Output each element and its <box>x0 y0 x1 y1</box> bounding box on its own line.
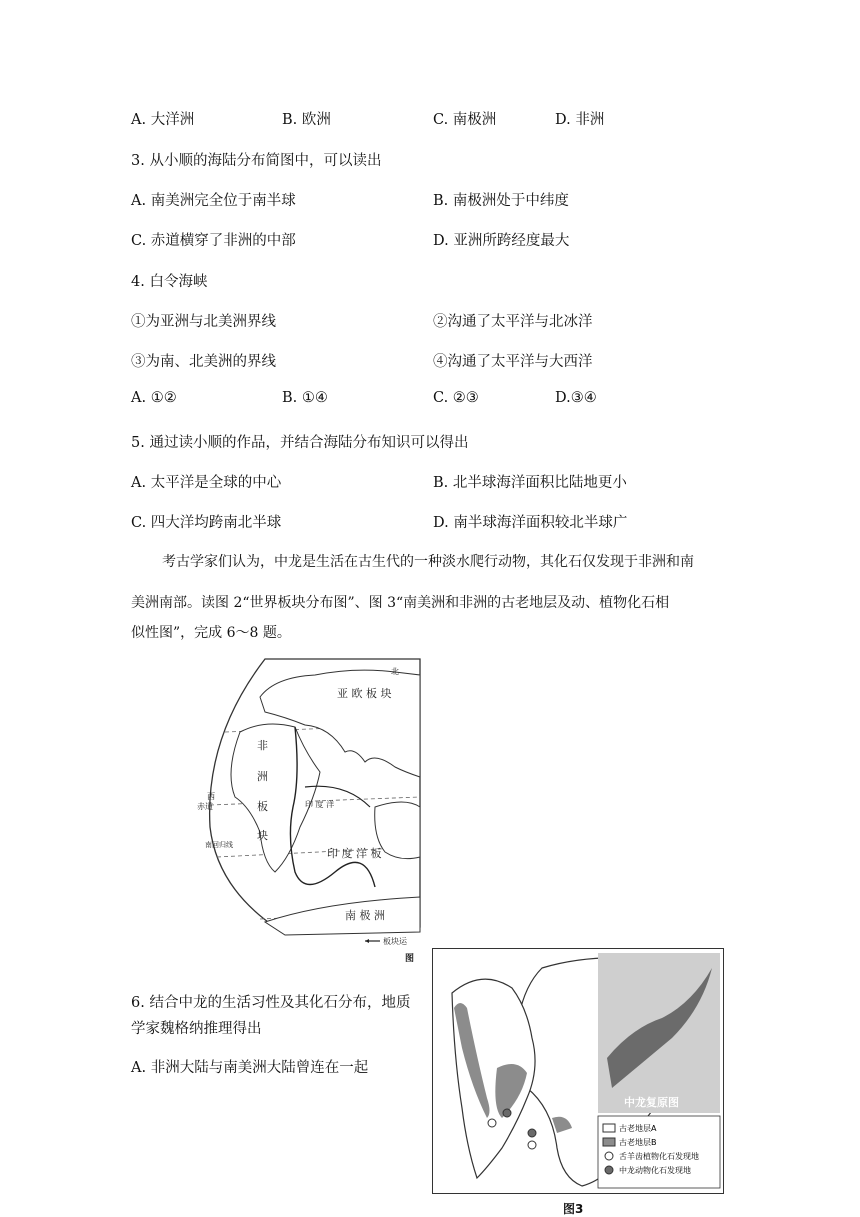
q5-option-c: C. 四大洋均跨南北半球 <box>131 515 282 531</box>
q6-stem-line-1: 6. 结合中龙的生活习性及其化石分布，地质 <box>131 995 411 1011</box>
label-antarctic: 南 极 洲 <box>345 909 385 922</box>
label-indian-ocean-small: 印 度 洋 <box>305 800 335 809</box>
q4-stem: 4. 白令海峡 <box>131 274 208 290</box>
q5-option-b: B. 北半球海洋面积比陆地更小 <box>433 475 627 491</box>
label-tropic: 南回归线 <box>205 841 233 849</box>
q6-stem-line-2: 学家魏格纳推理得出 <box>131 1021 262 1037</box>
q4-option-d: D.③④ <box>555 390 597 406</box>
plant-fossil-marker <box>488 1119 496 1127</box>
q6-option-a: A. 非洲大陆与南美洲大陆曾连在一起 <box>131 1060 369 1076</box>
label-africa-4: 块 <box>257 829 268 842</box>
passage-line-2: 美洲南部。读图 2“世界板块分布图”、图 3“南美洲和非洲的古老地层及动、植物化石相 <box>131 595 670 611</box>
legend-plant-fossil: 舌羊齿植物化石发现地 <box>619 1152 699 1161</box>
legend-layer-a: 古老地层A <box>619 1124 657 1133</box>
q3-option-b: B. 南极洲处于中纬度 <box>433 193 569 209</box>
q4-statement-1: ①为亚洲与北美洲界线 <box>131 314 276 330</box>
q5-option-d: D. 南半球海洋面积较北半球广 <box>433 515 628 531</box>
q5-option-a: A. 太平洋是全球的中心 <box>131 475 282 491</box>
figure-3-caption: 图3 <box>563 1202 584 1216</box>
legend-animal-fossil-icon <box>605 1166 613 1174</box>
q4-statement-2: ②沟通了太平洋与北冰洋 <box>433 314 593 330</box>
legend-plate-movement: 板块运 <box>383 937 407 946</box>
passage-line-3: 似性图”，完成 6～8 题。 <box>131 625 291 641</box>
q4-option-c: C. ②③ <box>433 390 479 406</box>
legend-plant-fossil-icon <box>605 1152 613 1160</box>
q2-option-d: D. 非洲 <box>555 112 605 128</box>
q4-option-a: A. ①② <box>131 390 177 406</box>
figure-2-plate-map <box>197 657 420 967</box>
label-eurasian-plate: 亚 欧 板 块 <box>337 687 392 700</box>
q4-statement-4: ④沟通了太平洋与大西洋 <box>433 354 593 370</box>
q3-option-a: A. 南美洲完全位于南半球 <box>131 193 296 209</box>
q4-statement-3: ③为南、北美洲的界线 <box>131 354 276 370</box>
passage-line-1: 考古学家们认为，中龙是生活在古生代的一种淡水爬行动物，其化石仅发现于非洲和南 <box>162 554 694 570</box>
plant-fossil-marker <box>528 1141 536 1149</box>
legend-swatch-layer-a <box>603 1124 615 1132</box>
q2-option-c: C. 南极洲 <box>433 112 497 128</box>
animal-fossil-marker <box>528 1129 536 1137</box>
animal-fossil-marker <box>503 1109 511 1117</box>
label-africa-2: 洲 <box>257 770 268 783</box>
inset-title: 中龙复原图 <box>624 1096 679 1109</box>
legend-animal-fossil: 中龙动物化石发现地 <box>619 1166 691 1175</box>
label-africa-3: 板 <box>257 800 268 813</box>
label-west: 西 <box>207 792 215 801</box>
q4-option-b: B. ①④ <box>282 390 328 406</box>
q2-option-b: B. 欧洲 <box>282 112 331 128</box>
figure-3-fossil-map <box>432 948 724 1194</box>
label-equator: 赤道 <box>197 802 213 811</box>
label-africa-1: 非 <box>257 739 268 752</box>
figure-2-caption: 图 <box>405 954 415 964</box>
legend-layer-b: 古老地层B <box>619 1138 657 1147</box>
label-indian-ocean-plate: 印 度 洋 板 <box>327 847 382 860</box>
q3-option-c: C. 赤道横穿了非洲的中部 <box>131 233 296 249</box>
legend-swatch-layer-b <box>603 1138 615 1146</box>
q5-stem: 5. 通过读小顺的作品，并结合海陆分布知识可以得出 <box>131 435 469 451</box>
q3-option-d: D. 亚洲所跨经度最大 <box>433 233 570 249</box>
label-north: 北 <box>391 667 399 676</box>
q3-stem: 3. 从小顺的海陆分布简图中，可以读出 <box>131 153 382 169</box>
q2-option-a: A. 大洋洲 <box>131 112 195 128</box>
